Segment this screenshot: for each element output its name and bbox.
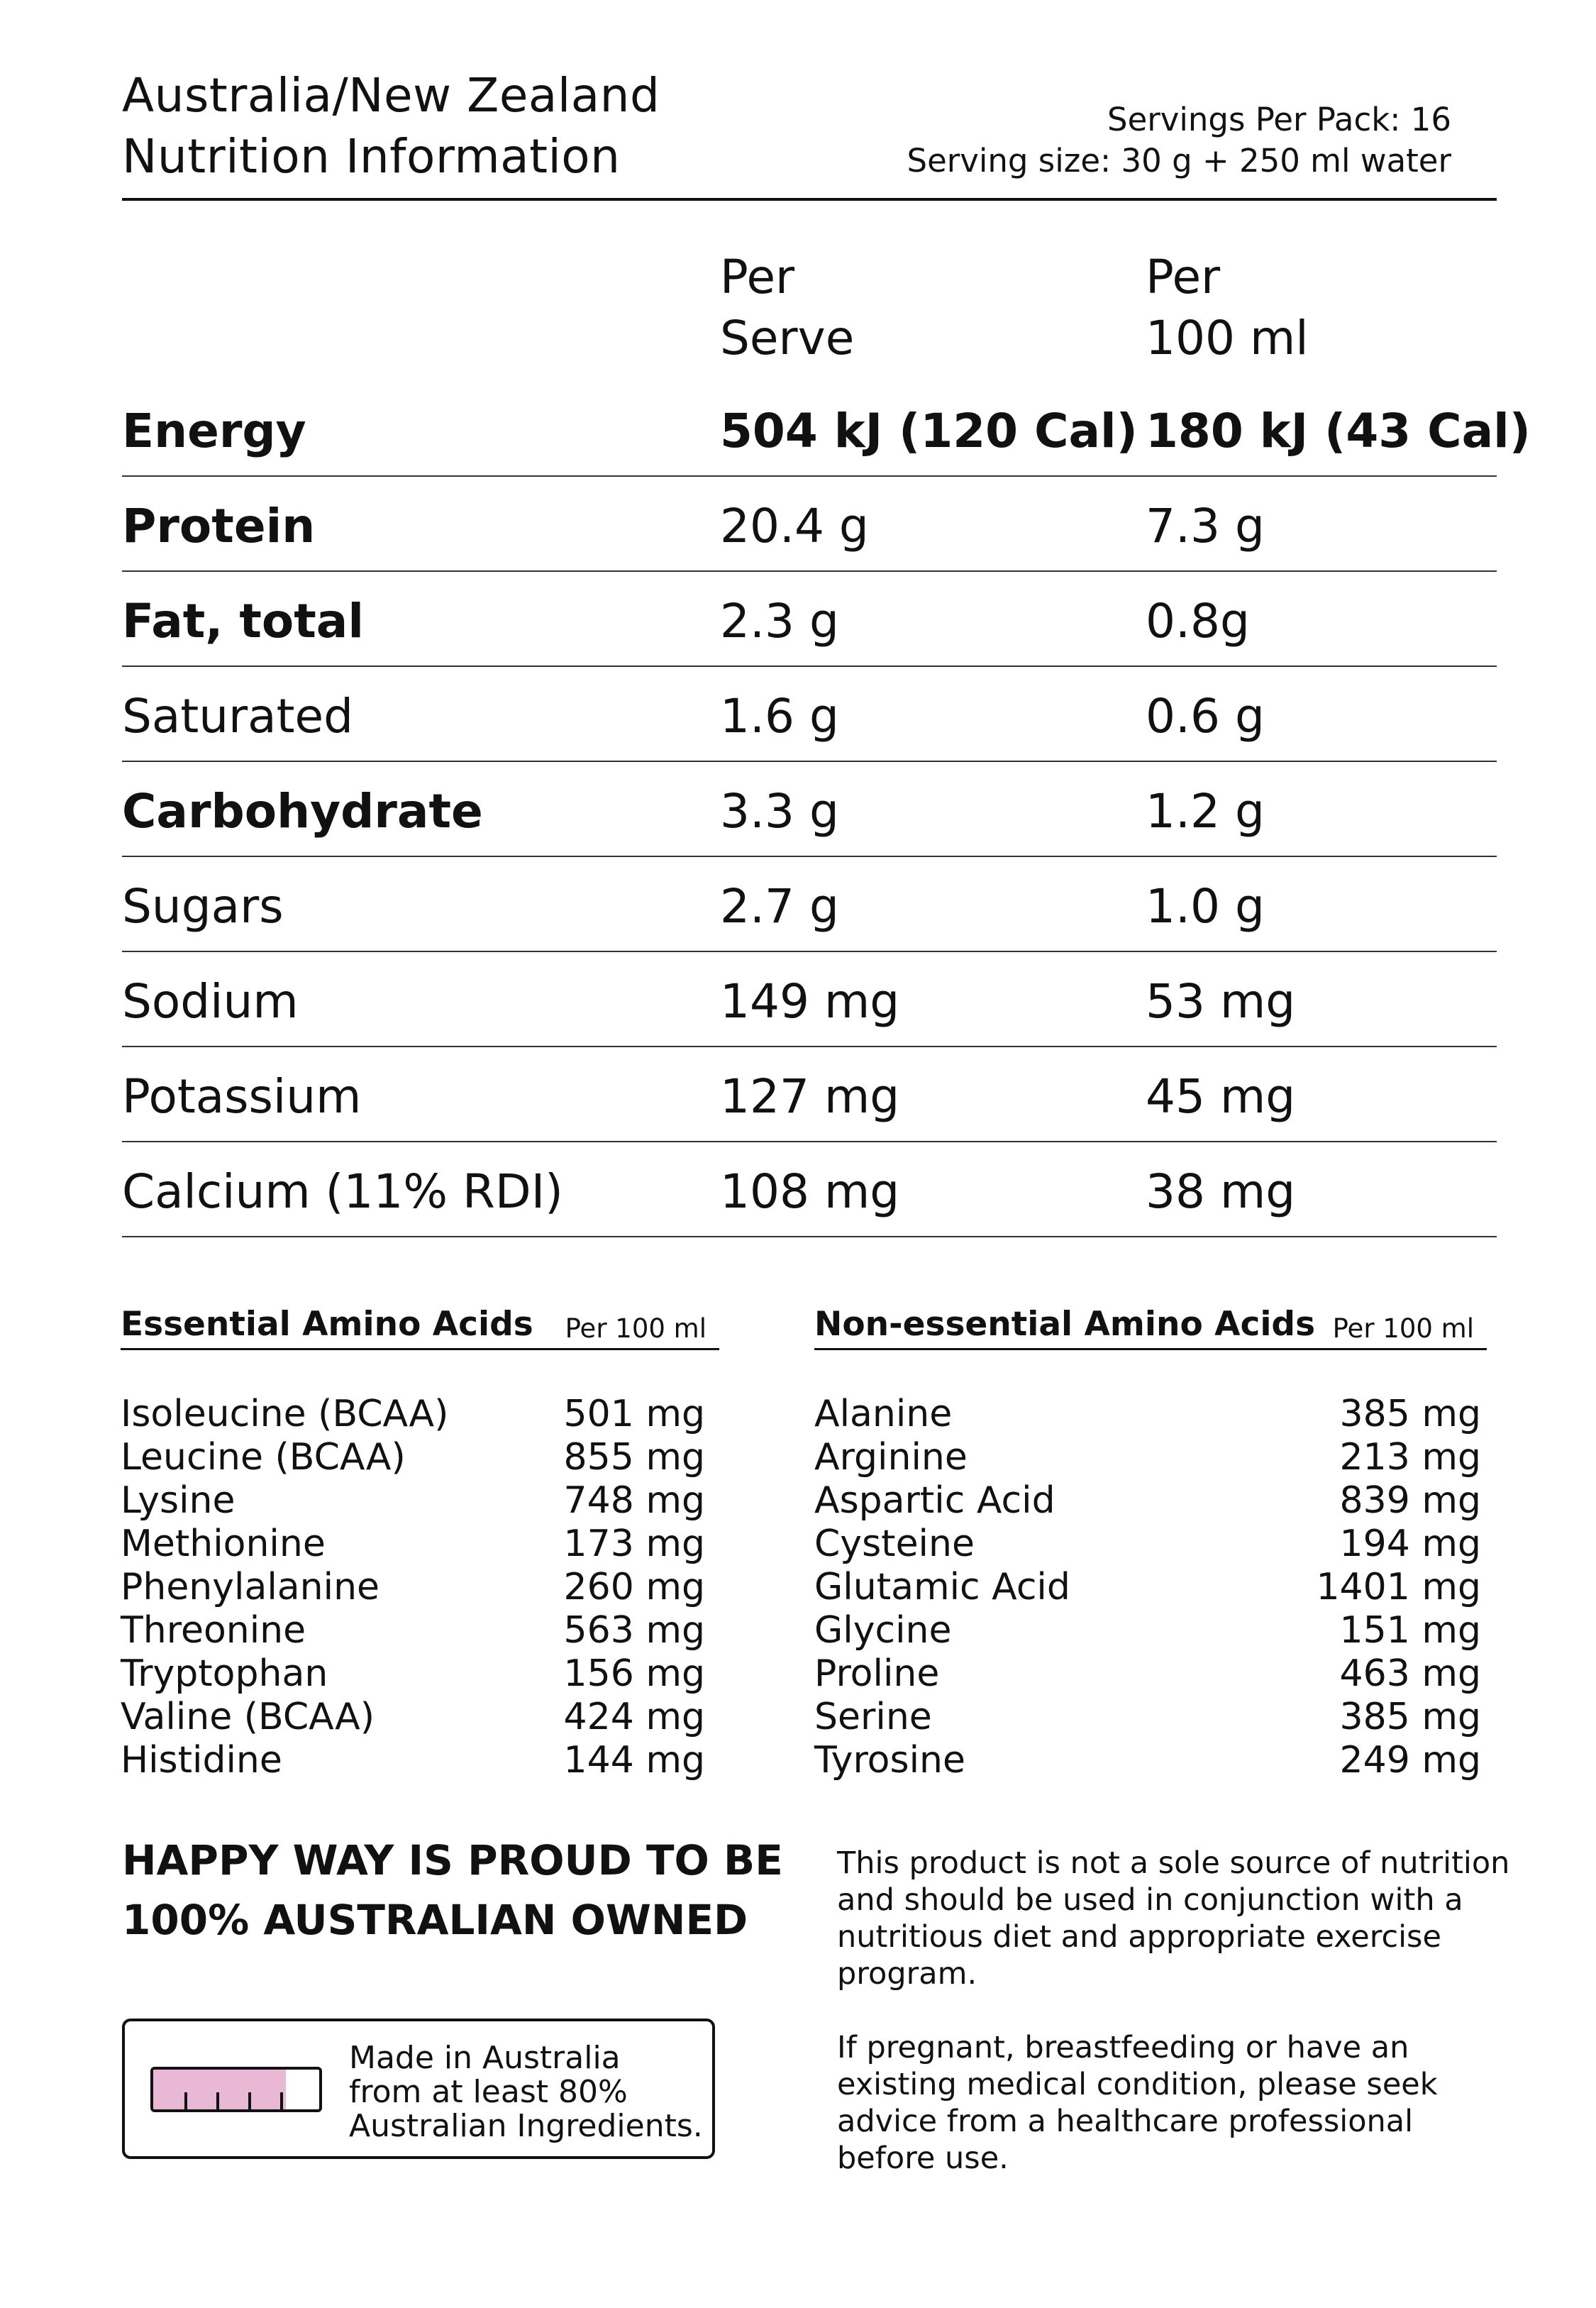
per-serve-value: 149 mg <box>720 974 900 1029</box>
per-serve-value: 3.3 g <box>720 784 839 839</box>
per-serve-value: 127 mg <box>720 1069 900 1124</box>
amino-item <box>814 1393 1481 1436</box>
nutrition-row-calcium <box>122 1141 1497 1237</box>
nutrition-row-protein <box>122 475 1497 572</box>
per-100ml-value: 7.3 g <box>1146 499 1265 553</box>
amino-name: Leucine (BCAA) <box>121 1436 406 1479</box>
amino-item <box>121 1696 705 1739</box>
per-100ml-value: 180 kJ (43 Cal) <box>1146 404 1531 458</box>
amino-value: 1401 mg <box>1316 1566 1481 1608</box>
nutrient-label: Sodium <box>122 974 299 1029</box>
nutrition-row-fat-total <box>122 570 1497 667</box>
amino-name: Glutamic Acid <box>814 1566 1070 1608</box>
amino-item <box>814 1696 1481 1739</box>
column-header-per-serve-line2: Serve <box>720 311 855 365</box>
bar-tick <box>216 2092 219 2109</box>
column-header-per-serve-line1: Per <box>720 250 795 304</box>
amino-item <box>121 1652 705 1696</box>
amino-value: 144 mg <box>563 1739 705 1782</box>
amino-value: 194 mg <box>1339 1523 1481 1565</box>
made-in-australia-box <box>122 2019 715 2159</box>
amino-item <box>814 1523 1481 1566</box>
amino-item <box>121 1393 705 1436</box>
servings-per-pack: Servings Per Pack: 16 <box>1107 101 1451 138</box>
amino-name: Glycine <box>814 1609 952 1652</box>
per-100ml-value: 53 mg <box>1146 974 1296 1029</box>
amino-value: 385 mg <box>1339 1696 1481 1738</box>
amino-name: Proline <box>814 1652 940 1695</box>
nutrition-row-potassium <box>122 1046 1497 1142</box>
per-serve-value: 2.3 g <box>720 594 839 648</box>
amino-name: Tyrosine <box>814 1739 965 1782</box>
proud-line-1: HAPPY WAY IS PROUD TO BE <box>122 1836 783 1884</box>
amino-name: Arginine <box>814 1436 968 1479</box>
amino-value: 501 mg <box>563 1393 705 1435</box>
nutrient-label: Potassium <box>122 1069 362 1124</box>
amino-value: 156 mg <box>563 1652 705 1695</box>
nutrition-row-saturated <box>122 666 1497 762</box>
per-serve-value: 20.4 g <box>720 499 869 553</box>
amino-item <box>121 1523 705 1566</box>
amino-item <box>121 1739 705 1782</box>
amino-name: Serine <box>814 1696 932 1738</box>
per-serve-value: 108 mg <box>720 1164 900 1219</box>
nonessential-amino-title: Non-essential Amino Acids <box>814 1305 1316 1344</box>
amino-value: 563 mg <box>563 1609 705 1652</box>
nutrient-label: Calcium (11% RDI) <box>122 1164 563 1219</box>
bar-tick <box>280 2092 283 2109</box>
column-header-per-100ml <box>1146 247 1309 369</box>
amino-name: Cysteine <box>814 1523 975 1565</box>
nonessential-amino-unit: Per 100 ml <box>1332 1313 1474 1344</box>
per-100ml-value: 0.8g <box>1146 594 1250 648</box>
bar-tick <box>184 2092 187 2109</box>
australian-owned-statement <box>122 1831 783 1950</box>
nutrient-label: Protein <box>122 499 316 553</box>
essential-amino-list <box>121 1393 705 1782</box>
amino-name: Alanine <box>814 1393 953 1435</box>
amino-value: 748 mg <box>563 1479 705 1522</box>
amino-item <box>121 1479 705 1523</box>
essential-amino-unit: Per 100 ml <box>565 1313 706 1344</box>
disclaimer-paragraph-2: If pregnant, breastfeeding or have an existing medical condition, please seek advice from a healthcare professional before use. <box>837 2030 1438 2176</box>
made-in-line-2: from at least 80% <box>349 2074 628 2110</box>
nutrient-label: Carbohydrate <box>122 784 483 839</box>
amino-name: Threonine <box>121 1609 306 1652</box>
amino-value: 385 mg <box>1339 1393 1481 1435</box>
nutrient-label: Saturated <box>122 689 354 744</box>
per-100ml-value: 1.0 g <box>1146 879 1265 934</box>
nutrient-label: Sugars <box>122 879 284 934</box>
column-header-per-100ml-line2: 100 ml <box>1146 311 1309 365</box>
amino-item <box>814 1739 1481 1782</box>
amino-value: 855 mg <box>563 1436 705 1479</box>
made-in-line-1: Made in Australia <box>349 2040 621 2076</box>
title-line-2: Nutrition Information <box>122 129 621 184</box>
amino-item <box>814 1652 1481 1696</box>
title-line-1: Australia/New Zealand <box>122 68 660 123</box>
amino-name: Aspartic Acid <box>814 1479 1055 1522</box>
amino-value: 173 mg <box>563 1523 705 1565</box>
per-100ml-value: 45 mg <box>1146 1069 1296 1124</box>
page-title <box>122 65 660 187</box>
amino-name: Methionine <box>121 1523 326 1565</box>
per-serve-value: 504 kJ (120 Cal) <box>720 404 1138 458</box>
essential-amino-header <box>121 1303 719 1350</box>
disclaimer-paragraph-1: This product is not a sole source of nutrition and should be used in conjunction with a nutritious diet and appropriate exercise program. <box>837 1845 1510 1992</box>
serving-size: Serving size: 30 g + 250 ml water <box>907 142 1451 180</box>
amino-name: Valine (BCAA) <box>121 1696 375 1738</box>
amino-value: 249 mg <box>1339 1739 1481 1782</box>
amino-value: 424 mg <box>563 1696 705 1738</box>
amino-item <box>814 1609 1481 1652</box>
amino-item <box>814 1436 1481 1479</box>
amino-value: 151 mg <box>1339 1609 1481 1652</box>
serving-info <box>907 99 1451 182</box>
essential-amino-title: Essential Amino Acids <box>121 1305 533 1344</box>
amino-name: Isoleucine (BCAA) <box>121 1393 449 1435</box>
per-serve-value: 1.6 g <box>720 689 839 744</box>
amino-item <box>121 1609 705 1652</box>
column-header-per-serve <box>720 247 854 369</box>
australian-ingredients-fill <box>153 2070 286 2109</box>
proud-line-2: 100% AUSTRALIAN OWNED <box>122 1896 748 1944</box>
amino-value: 463 mg <box>1339 1652 1481 1695</box>
amino-name: Tryptophan <box>121 1652 328 1695</box>
nutrition-row-carbohydrate <box>122 761 1497 857</box>
nonessential-amino-list <box>814 1393 1481 1782</box>
made-in-australia-text <box>349 2041 703 2143</box>
nutrition-row-sodium <box>122 951 1497 1047</box>
per-100ml-value: 0.6 g <box>1146 689 1265 744</box>
amino-value: 839 mg <box>1339 1479 1481 1522</box>
amino-item <box>814 1479 1481 1523</box>
column-header-per-100ml-line1: Per <box>1146 250 1221 304</box>
per-100ml-value: 1.2 g <box>1146 784 1265 839</box>
nutrition-row-energy <box>122 380 1531 477</box>
bar-tick <box>248 2092 251 2109</box>
made-in-line-3: Australian Ingredients. <box>349 2108 703 2144</box>
amino-name: Phenylalanine <box>121 1566 380 1608</box>
disclaimer <box>837 1845 1511 2214</box>
amino-value: 213 mg <box>1339 1436 1481 1479</box>
amino-value: 260 mg <box>563 1566 705 1608</box>
nutrient-label: Energy <box>122 404 306 458</box>
amino-item <box>121 1436 705 1479</box>
amino-name: Histidine <box>121 1739 282 1782</box>
nonessential-amino-header <box>814 1303 1487 1350</box>
nutrient-label: Fat, total <box>122 594 364 648</box>
amino-item <box>814 1566 1481 1609</box>
amino-name: Lysine <box>121 1479 235 1522</box>
amino-item <box>121 1566 705 1609</box>
australian-ingredients-bar <box>150 2067 322 2112</box>
per-100ml-value: 38 mg <box>1146 1164 1296 1219</box>
header-divider <box>122 198 1497 201</box>
nutrition-row-sugars <box>122 856 1497 952</box>
per-serve-value: 2.7 g <box>720 879 839 934</box>
